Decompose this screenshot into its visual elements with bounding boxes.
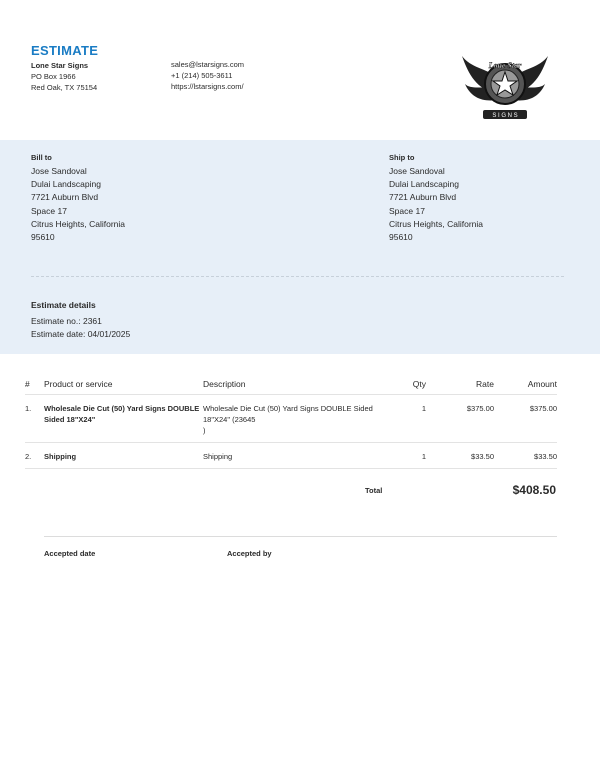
company-address-line: Red Oak, TX 75154 [31,83,98,92]
row-num: 2. [25,443,44,469]
bill-to-label: Bill to [31,153,52,162]
bill-to-line: Citrus Heights, California [31,218,126,229]
bill-to-line: Space 17 [31,205,67,216]
table-row [25,395,557,443]
estimate-date: Estimate date: 04/01/2025 [31,329,131,339]
header-amount: Amount [494,374,557,395]
estimate-details [31,299,130,341]
accepted-date-label: Accepted date [44,549,96,558]
bill-to-block [31,152,125,244]
ship-to-block [389,152,483,244]
total-value: $408.50 [512,483,556,497]
header-qty: Qty [386,374,426,395]
row-qty: 1 [386,443,426,469]
ship-to-line: Dulai Landscaping [389,179,459,190]
header-description: Description [203,374,386,395]
table-header-row [25,374,557,395]
estimate-number: Estimate no.: 2361 [31,316,102,326]
row-rate: $33.50 [426,443,494,469]
row-rate: $375.00 [426,395,494,443]
row-product: Shipping [44,443,203,469]
dashed-divider [31,276,564,277]
company-info [31,60,97,93]
signature-divider [44,536,557,537]
ship-to-line: Space 17 [389,205,425,216]
row-amount: $375.00 [494,395,557,443]
company-logo [459,38,551,130]
table-row [25,443,557,469]
row-qty: 1 [386,395,426,443]
estimate-details-label: Estimate details [31,300,96,310]
ship-to-line: Jose Sandoval [389,166,445,176]
logo-text: Lone Star [488,61,522,70]
row-amount: $33.50 [494,443,557,469]
bill-to-line: Jose Sandoval [31,166,87,176]
line-items-table [25,374,557,469]
header-num: # [25,374,44,395]
company-email: sales@lstarsigns.com [171,60,245,69]
row-description: Shipping [203,443,386,469]
company-contact [171,59,244,92]
header-rate: Rate [426,374,494,395]
bill-to-line: 7721 Auburn Blvd [31,192,99,203]
ship-to-label: Ship to [389,153,415,162]
company-phone: +1 (214) 505-3611 [171,71,233,80]
company-website: https://lstarsigns.com/ [171,82,244,91]
row-description: Wholesale Die Cut (50) Yard Signs DOUBLE Sided 18"X24" (23645 ) [203,395,386,443]
company-name: Lone Star Signs [31,61,89,70]
row-product: Wholesale Die Cut (50) Yard Signs DOUBLE Sided 18"X24" [44,395,203,443]
bill-to-line: 95610 [31,232,55,243]
document-title: ESTIMATE [31,43,99,58]
accepted-by-label: Accepted by [227,549,272,558]
total-label: Total [365,486,383,495]
row-num: 1. [25,395,44,443]
company-address-line: PO Box 1966 [31,72,76,81]
ship-to-line: 95610 [389,232,413,243]
ship-to-line: Citrus Heights, California [389,218,484,229]
logo-banner-text: S I G N S [492,113,518,119]
ship-to-line: 7721 Auburn Blvd [389,192,457,203]
header-product: Product or service [44,374,203,395]
bill-to-line: Dulai Landscaping [31,179,101,190]
